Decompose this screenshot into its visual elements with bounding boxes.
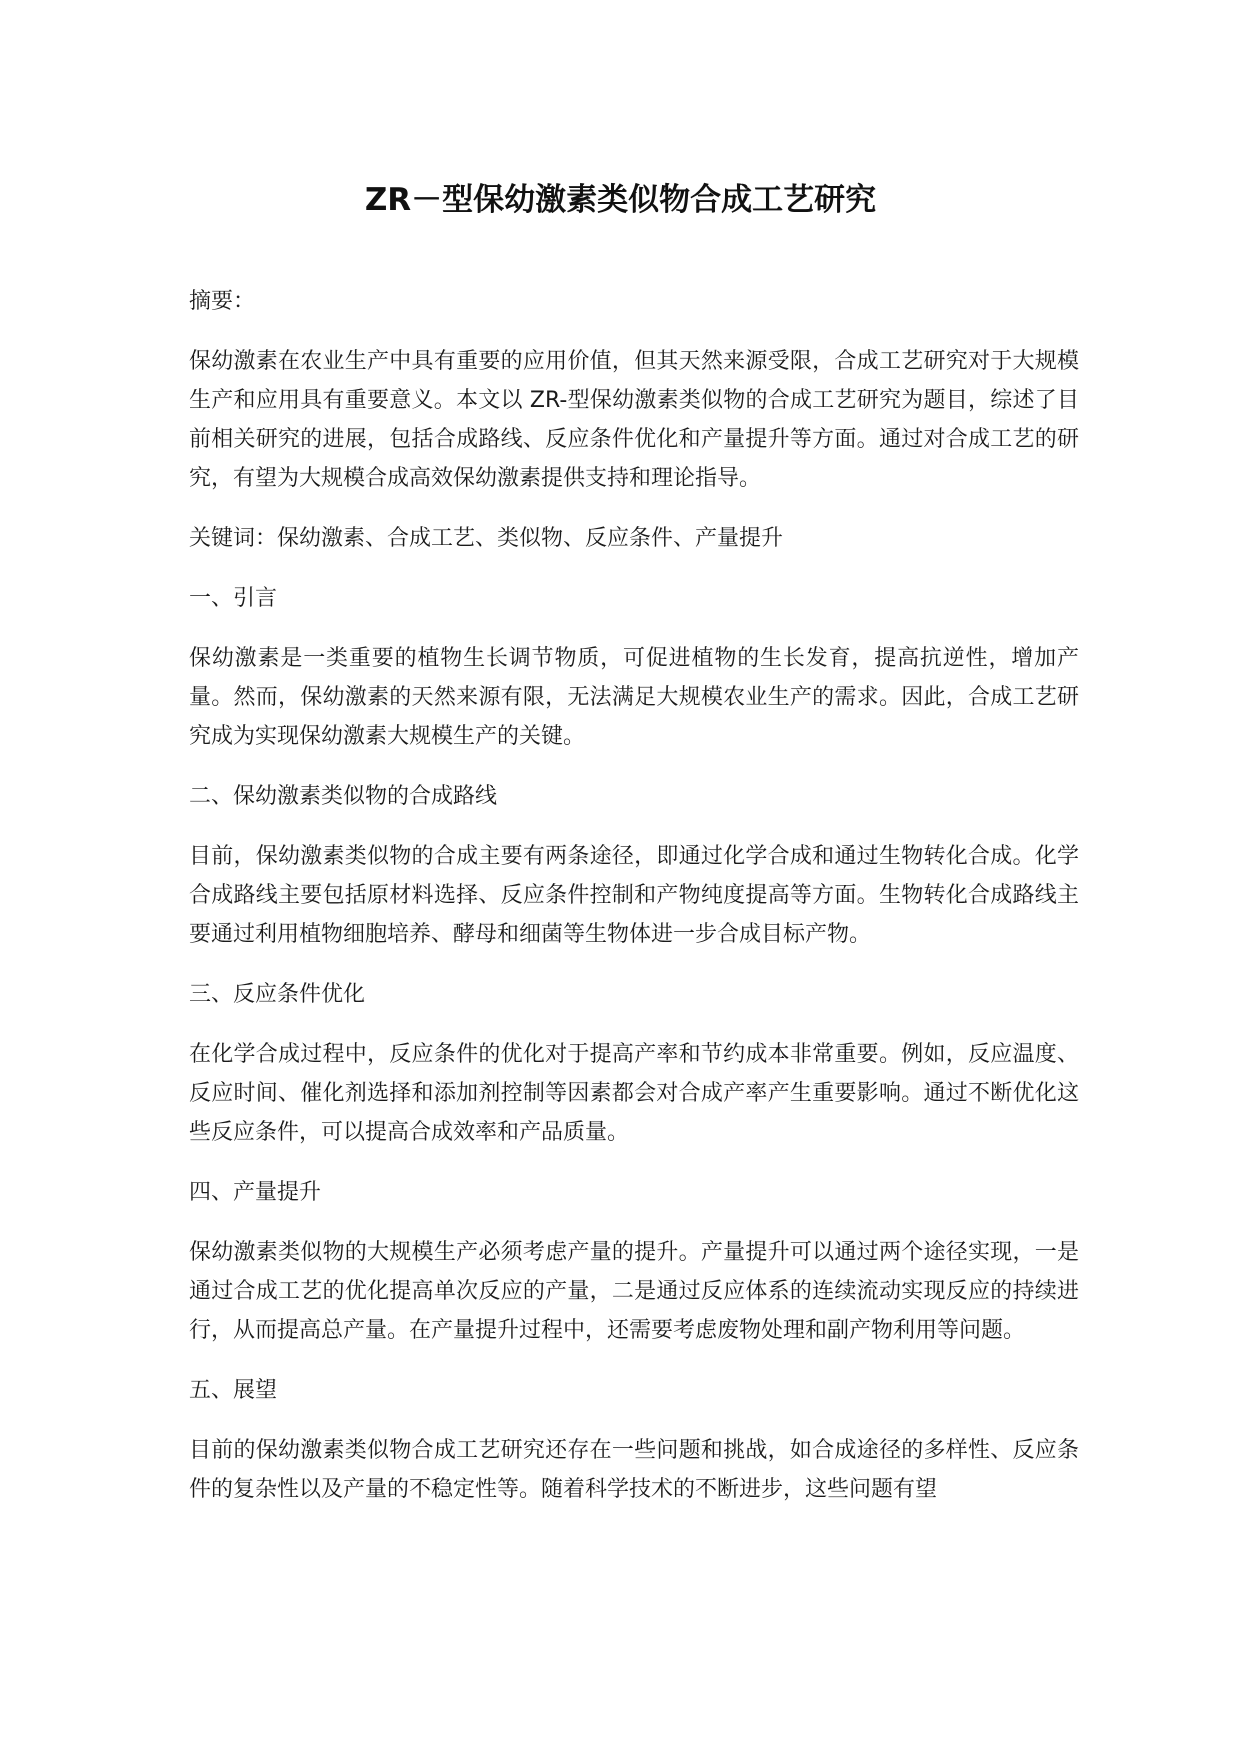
section-body-yield-improvement: 保幼激素类似物的大规模生产必须考虑产量的提升。产量提升可以通过两个途径实现，一是通过合成工艺的优化提高单次反应的产量，二是通过反应体系的连续流动实现反应的持续进行，从而提高总产量。在产量提升过程中，还需要考虑废物处理和副产物利用等问题。: [189, 1240, 1079, 1343]
section-body-synthesis-route: 目前，保幼激素类似物的合成主要有两条途径，即通过化学合成和通过生物转化合成。化学合成路线主要包括原材料选择、反应条件控制和产物纯度提高等方面。生物转化合成路线主要通过利用植物细胞培养、酵母和细菌等生物体进一步合成目标产物。: [189, 844, 1079, 947]
section-heading-outlook: 五、展望: [189, 1378, 278, 1403]
document-body: [189, 282, 1079, 1530]
abstract-paragraph: 保幼激素在农业生产中具有重要的应用价值，但其天然来源受限，合成工艺研究对于大规模生产和应用具有重要意义。本文以 ZR-型保幼激素类似物的合成工艺研究为题目，综述了目前相关研究的进展，包括合成路线、反应条件优化和产量提升等方面。通过对合成工艺的研究，有望为大规模合成高效保幼激素提供支持和理论指导。: [189, 349, 1079, 491]
section-body-condition-optimization: 在化学合成过程中，反应条件的优化对于提高产率和节约成本非常重要。例如，反应温度、反应时间、催化剂选择和添加剂控制等因素都会对合成产率产生重要影响。通过不断优化这些反应条件，可以提高合成效率和产品质量。: [189, 1042, 1079, 1145]
section-heading-yield-improvement: 四、产量提升: [189, 1180, 322, 1205]
section-heading-intro: 一、引言: [189, 586, 278, 611]
abstract-label: 摘要：: [189, 289, 256, 314]
document-title: ZR－型保幼激素类似物合成工艺研究: [364, 182, 877, 218]
section-heading-synthesis-route: 二、保幼激素类似物的合成路线: [189, 784, 498, 809]
section-heading-condition-optimization: 三、反应条件优化: [189, 982, 366, 1007]
keywords-line: 关键词：保幼激素、合成工艺、类似物、反应条件、产量提升: [189, 526, 784, 551]
section-body-intro: 保幼激素是一类重要的植物生长调节物质，可促进植物的生长发育，提高抗逆性，增加产量。然而，保幼激素的天然来源有限，无法满足大规模农业生产的需求。因此，合成工艺研究成为实现保幼激素大规模生产的关键。: [189, 646, 1079, 749]
section-body-outlook: 目前的保幼激素类似物合成工艺研究还存在一些问题和挑战，如合成途径的多样性、反应条件的复杂性以及产量的不稳定性等。随着科学技术的不断进步，这些问题有望: [189, 1438, 1079, 1502]
